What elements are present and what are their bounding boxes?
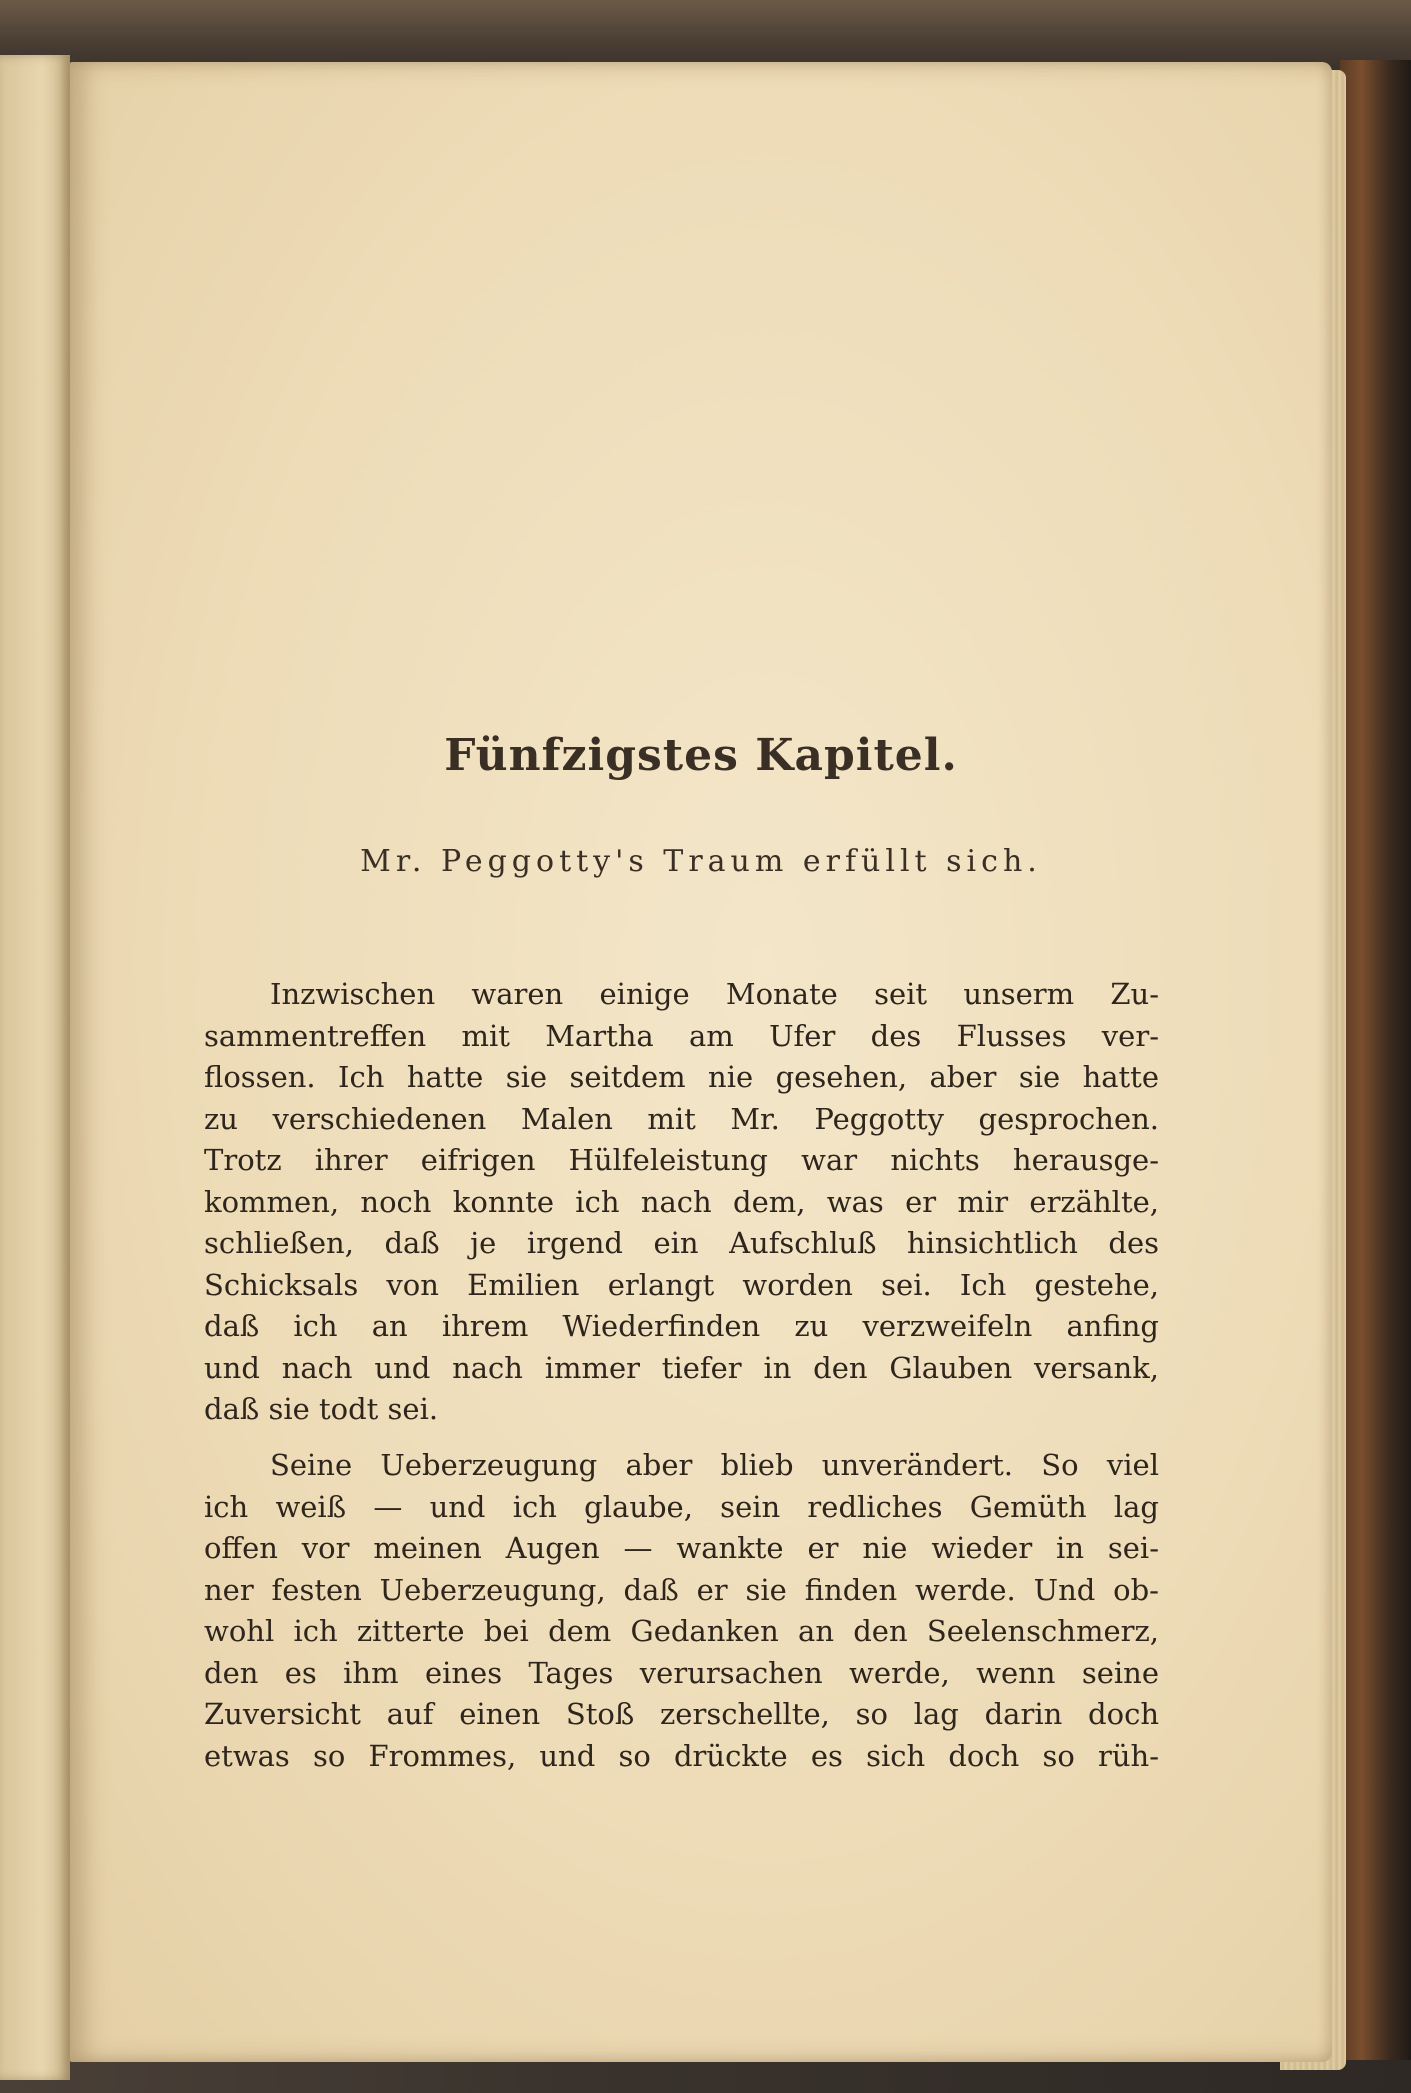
left-page-edge	[0, 55, 70, 2080]
paragraph-2	[204, 1445, 1159, 1777]
chapter-title: Fünfzigstes Kapitel.	[444, 730, 958, 781]
text-line: flossen. Ich hatte sie seitdem nie gesehen, aber sie hatte	[204, 1060, 1159, 1094]
text-line: daß sie todt sei.	[204, 1392, 439, 1426]
text-line: Inzwischen waren einige Monate seit unserm Zu-	[270, 977, 1159, 1011]
text-line: sammentreffen mit Martha am Ufer des Flusses ver-	[204, 1018, 1159, 1053]
text-line: Zuversicht auf einen Stoß zerschellte, so lag darin doch	[204, 1697, 1159, 1731]
text-line: schließen, daß je irgend ein Aufschluß hinsichtlich des	[204, 1226, 1159, 1260]
text-line: Schicksals von Emilien erlangt worden sei. Ich gestehe,	[204, 1267, 1159, 1302]
text-line: daß ich an ihrem Wiederfinden zu verzweifeln anfing	[204, 1309, 1159, 1343]
text-line: kommen, noch konnte ich nach dem, was er mir erzählte,	[204, 1184, 1159, 1219]
paragraph-1	[204, 974, 1159, 1431]
text-line: offen vor meinen Augen — wankte er nie wieder in sei-	[204, 1531, 1159, 1565]
cover-top-edge	[0, 0, 1411, 70]
chapter-subtitle: Mr. Peggotty's Traum erfüllt sich.	[360, 844, 1042, 879]
cover-right-edge	[1340, 60, 1411, 2060]
text-line: wohl ich zitterte bei dem Gedanken an den Seelenschmerz,	[204, 1614, 1159, 1648]
text-line: Seine Ueberzeugung aber blieb unverändert. So viel	[270, 1448, 1159, 1482]
text-line: Trotz ihrer eifrigen Hülfeleistung war nichts herausge-	[204, 1143, 1159, 1177]
text-line: ich weiß — und ich glaube, sein redliches Gemüth lag	[204, 1489, 1159, 1524]
text-line: und nach und nach immer tiefer in den Glauben versank,	[204, 1350, 1159, 1385]
text-line: den es ihm eines Tages verursachen werde, wenn seine	[204, 1655, 1159, 1690]
text-line: etwas so Frommes, und so drückte es sich doch so rüh-	[204, 1738, 1159, 1773]
text-line: ner festen Ueberzeugung, daß er sie finden werde. Und ob-	[204, 1572, 1159, 1607]
book-page	[70, 62, 1332, 2062]
text-line: zu verschiedenen Malen mit Mr. Peggotty gesprochen.	[204, 1101, 1159, 1136]
